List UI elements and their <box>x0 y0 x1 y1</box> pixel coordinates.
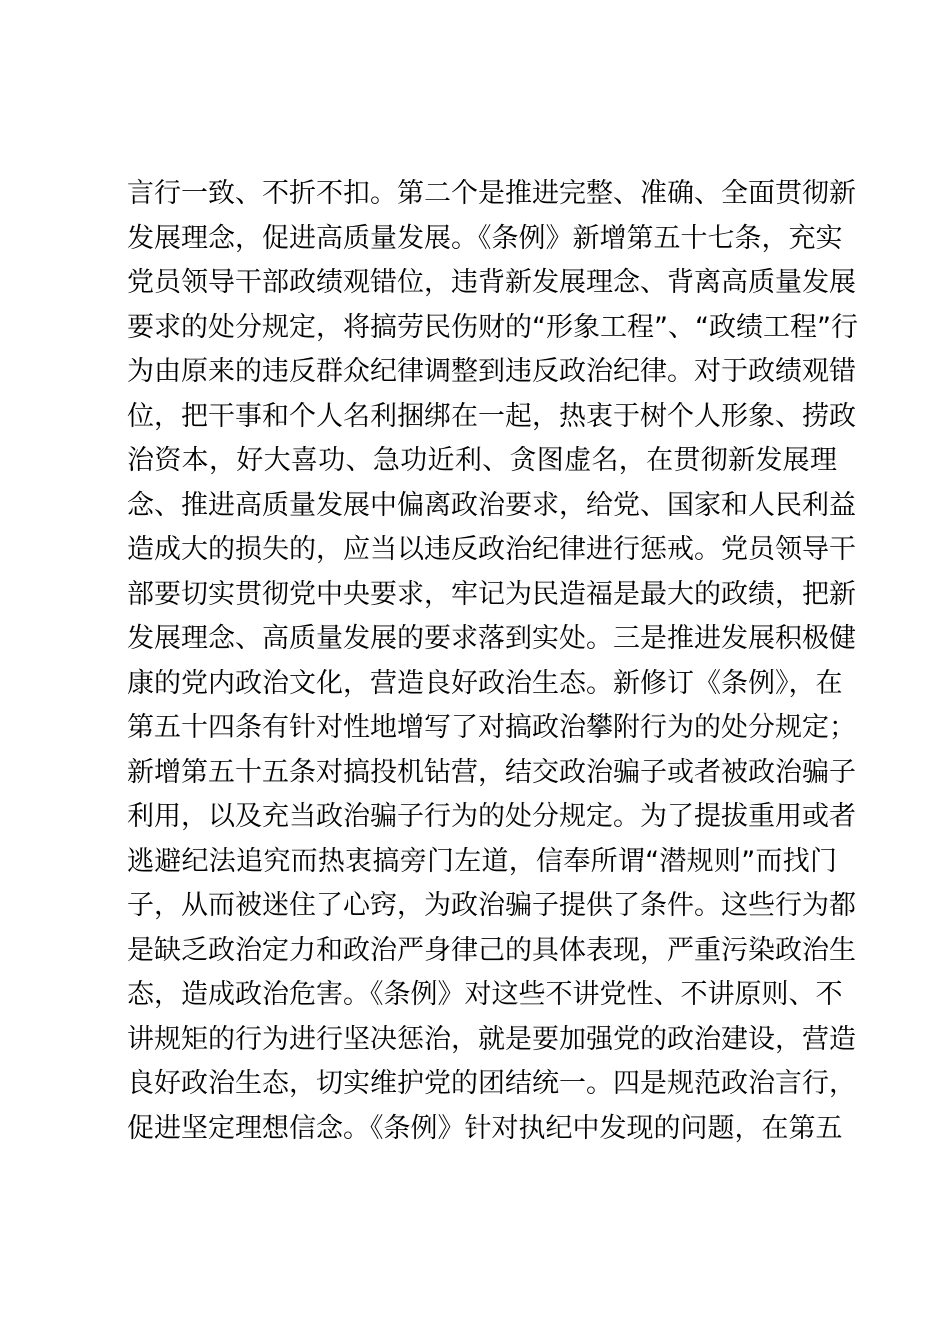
text-line: 发展理念，促进高质量发展。《条例》新增第五十七条，充实 <box>127 222 843 254</box>
text-line: 新增第五十五条对搞投机钻营，结交政治骗子或者被政治骗子 <box>127 756 856 788</box>
body-text <box>127 172 858 1151</box>
text-line: 逃避纪法追究而热衷搞旁门左道，信奉所谓“潜规则”而找门 <box>127 845 837 877</box>
text-line: 言行一致、不折不扣。第二个是推进完整、准确、全面贯彻新 <box>127 178 856 209</box>
text-line: 第五十四条有针对性地增写了对搞政治攀附行为的处分规定； <box>127 712 856 743</box>
text-line: 是缺乏政治定力和政治严身律己的具体表现，严重污染政治生 <box>127 934 856 966</box>
text-line: 为由原来的违反群众纪律调整到违反政治纪律。对于政绩观错 <box>127 356 856 387</box>
text-line: 部要切实贯彻党中央要求，牢记为民造福是最大的政绩，把新 <box>127 578 856 610</box>
text-line: 促进坚定理想信念。《条例》针对执纪中发现的问题，在第五 <box>127 1112 843 1144</box>
text-line: 党员领导干部政绩观错位，违背新发展理念、背离高质量发展 <box>127 267 856 298</box>
text-line: 讲规矩的行为进行坚决惩治，就是要加强党的政治建设，营造 <box>127 1023 856 1055</box>
text-line: 位，把干事和个人名利捆绑在一起，热衷于树个人形象、捞政 <box>127 400 856 432</box>
text-line: 良好政治生态，切实维护党的团结统一。四是规范政治言行， <box>127 1068 856 1099</box>
text-line: 康的党内政治文化，营造良好政治生态。新修订《条例》，在 <box>127 667 843 699</box>
text-line: 造成大的损失的，应当以违反政治纪律进行惩戒。党员领导干 <box>127 534 856 565</box>
text-line: 治资本，好大喜功、急功近利、贪图虚名，在贯彻新发展理 <box>127 445 837 476</box>
text-line: 念、推进高质量发展中偏离政治要求，给党、国家和人民利益 <box>127 489 856 521</box>
text-line: 态，造成政治危害。《条例》对这些不讲党性、不讲原则、不 <box>127 979 843 1010</box>
text-line: 利用，以及充当政治骗子行为的处分规定。为了提拔重用或者 <box>127 801 856 832</box>
text-line: 子，从而被迷住了心窍，为政治骗子提供了条件。这些行为都 <box>127 890 856 921</box>
text-line: 要求的处分规定，将搞劳民伤财的“形象工程”、“政绩工程”行 <box>127 311 858 343</box>
text-line: 发展理念、高质量发展的要求落到实处。三是推进发展积极健 <box>127 623 856 654</box>
